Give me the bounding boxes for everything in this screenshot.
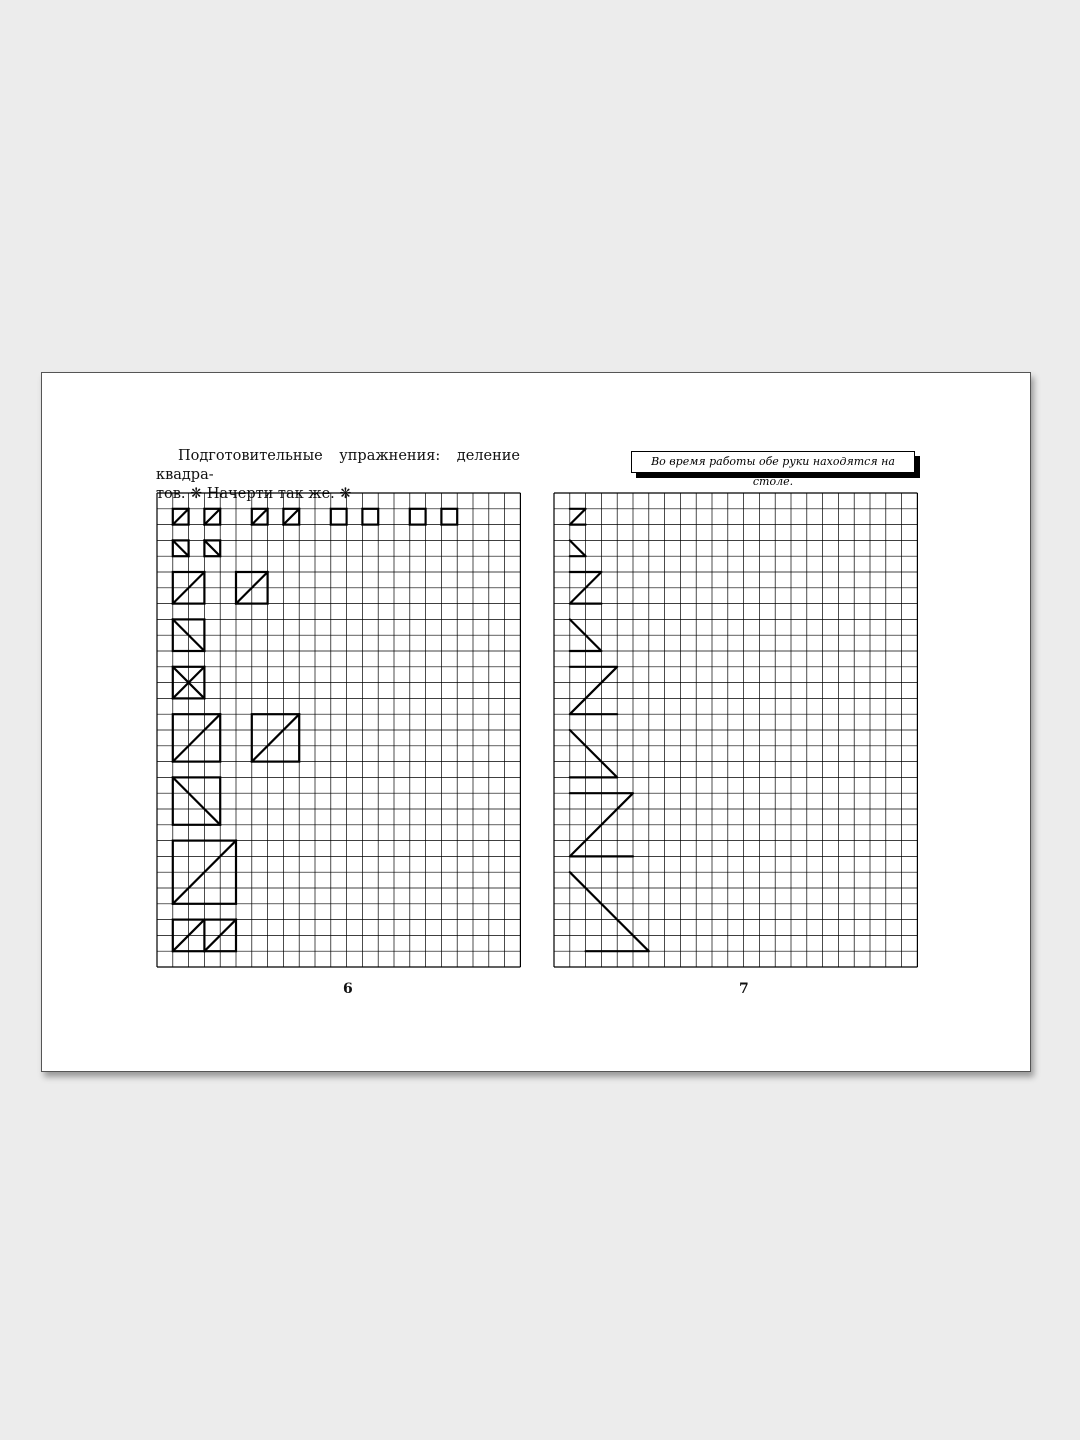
zigzag-figure: [570, 667, 617, 714]
small-square: [441, 509, 457, 525]
zigzag-figure: [570, 872, 649, 951]
right-grid-worksheet: [553, 492, 919, 971]
small-square: [331, 509, 347, 525]
diagonal-line: [283, 509, 299, 525]
page-number-left: 6: [343, 981, 353, 997]
instruction-line-1: Подготовительные упражнения: деление квадра-: [156, 448, 520, 483]
right-grid-lines: [554, 493, 917, 967]
small-square: [362, 509, 378, 525]
left-grid-lines: [157, 493, 520, 967]
diagonal-line: [173, 777, 220, 824]
diagonal-line: [252, 509, 268, 525]
instruction-line-2: тов. ❋ Начерти так же. ❋: [156, 486, 352, 502]
zigzag-figure: [570, 540, 586, 556]
diagonal-line: [173, 540, 189, 556]
hint-note-box: Во время работы обе руки находятся на столе.: [631, 451, 915, 473]
diagonal-line: [204, 540, 220, 556]
diagonal-line: [173, 714, 220, 761]
page-number-right: 7: [739, 981, 749, 997]
book-spread: [41, 372, 1031, 1072]
left-grid-worksheet: [156, 492, 522, 971]
diagonal-line: [173, 509, 189, 525]
diagonal-line: [252, 714, 299, 761]
small-square: [410, 509, 426, 525]
zigzag-figure: [570, 730, 617, 777]
diagonal-line: [204, 509, 220, 525]
zigzag-figure: [570, 509, 586, 525]
